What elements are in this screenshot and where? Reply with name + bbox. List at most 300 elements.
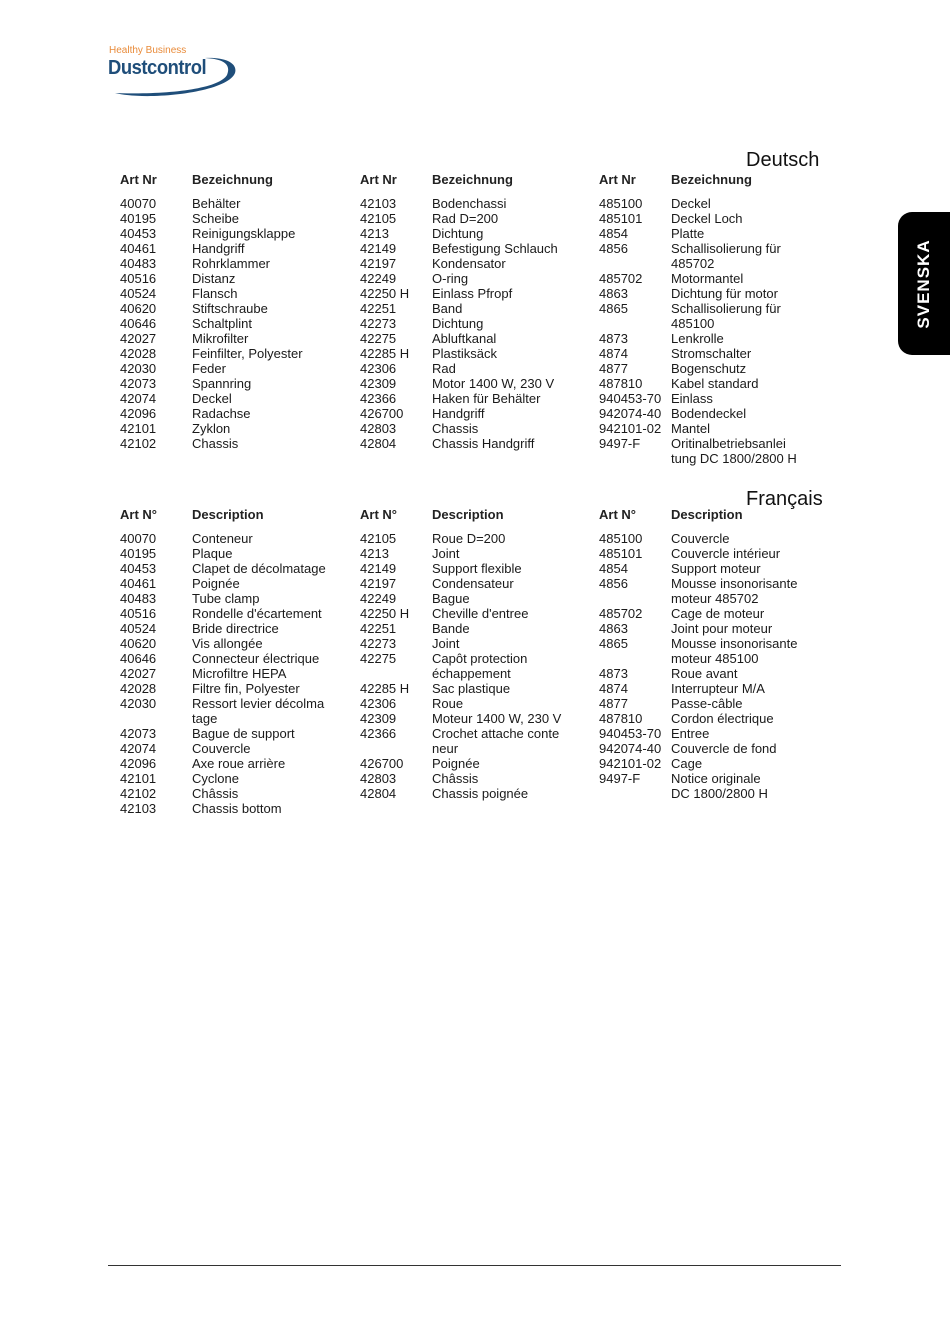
part-description-line: Stromschalter [671, 346, 752, 361]
part-row [120, 681, 355, 696]
part-art-number: 485100 [599, 531, 643, 546]
part-row [599, 576, 834, 606]
part-description-line: Crochet attache conte [432, 726, 560, 741]
part-description-line: Cyclone [192, 771, 239, 786]
part-art-number: 42804 [360, 786, 397, 801]
part-description [432, 301, 597, 316]
part-description-line: Zyklon [192, 421, 231, 436]
part-row [120, 301, 355, 316]
parts-column [360, 507, 595, 801]
column-header [120, 172, 355, 196]
part-row [599, 436, 834, 466]
part-description-line: Rad [432, 361, 456, 376]
part-description [671, 436, 836, 466]
part-art-number: 42803 [360, 771, 397, 786]
part-description [671, 621, 836, 636]
part-description-line: Bogenschutz [671, 361, 747, 376]
part-art-number: 42275 [360, 331, 397, 346]
part-description-line: Capôt protection [432, 651, 528, 666]
part-description [671, 636, 836, 666]
part-art-number: 42030 [120, 696, 157, 711]
part-row [360, 241, 595, 256]
part-art-number: 40516 [120, 606, 157, 621]
part-row [599, 636, 834, 666]
part-description-line: Rad D=200 [432, 211, 499, 226]
section-language-title: Deutsch [746, 149, 820, 171]
part-description-line: Poignée [192, 576, 240, 591]
part-description-line: Bodenchassi [432, 196, 507, 211]
part-row [360, 576, 595, 591]
part-art-number: 9497-F [599, 436, 641, 451]
part-row [360, 591, 595, 606]
part-art-number: 485100 [599, 196, 643, 211]
part-art-number: 40483 [120, 256, 157, 271]
part-description-line: DC 1800/2800 H [671, 786, 768, 801]
part-art-number: 42309 [360, 376, 397, 391]
part-row [360, 346, 595, 361]
part-row [120, 241, 355, 256]
part-description-line: Bague [432, 591, 470, 606]
part-row [360, 256, 595, 271]
part-art-number: 4213 [360, 546, 389, 561]
header-art-number: Art Nr [599, 172, 636, 187]
part-description-line: Couvercle intérieur [671, 546, 781, 561]
part-row [360, 436, 595, 451]
part-art-number: 42249 [360, 271, 397, 286]
part-description [432, 436, 597, 451]
part-description [671, 271, 836, 286]
part-art-number: 4213 [360, 226, 389, 241]
part-row [120, 286, 355, 301]
part-description-line: Support flexible [432, 561, 522, 576]
part-description [671, 391, 836, 406]
part-description-line: Ressort levier décolma [192, 696, 325, 711]
part-row [120, 316, 355, 331]
part-description-line: Filtre fin, Polyester [192, 681, 300, 696]
part-art-number: 4856 [599, 241, 628, 256]
footer-divider [108, 1265, 841, 1266]
part-row [599, 421, 834, 436]
part-row [599, 241, 834, 271]
part-description [192, 391, 357, 406]
part-description [671, 331, 836, 346]
part-art-number: 487810 [599, 376, 643, 391]
part-description-line: Bande [432, 621, 470, 636]
part-description [192, 406, 357, 421]
part-art-number: 42149 [360, 561, 397, 576]
part-description-line: Feinfilter, Polyester [192, 346, 303, 361]
part-description-line: Bodendeckel [671, 406, 747, 421]
part-description-line: Radachse [192, 406, 251, 421]
part-art-number: 40070 [120, 531, 157, 546]
header-art-number: Art N° [599, 507, 636, 522]
part-row [360, 756, 595, 771]
part-art-number: 42073 [120, 376, 157, 391]
part-description [432, 786, 597, 801]
part-row [599, 756, 834, 771]
part-art-number: 42103 [120, 801, 157, 816]
language-tab-label: SVENSKA [914, 238, 933, 329]
part-description-line: Plaque [192, 546, 233, 561]
part-art-number: 42275 [360, 651, 397, 666]
part-art-number: 485702 [599, 271, 643, 286]
part-row [360, 361, 595, 376]
part-row [120, 606, 355, 621]
part-description [671, 681, 836, 696]
part-row [120, 786, 355, 801]
part-row [360, 196, 595, 211]
part-art-number: 42803 [360, 421, 397, 436]
part-description [192, 666, 357, 681]
part-description [192, 211, 357, 226]
part-description-line: Einlass Pfropf [432, 286, 513, 301]
part-description [432, 606, 597, 621]
part-row [599, 196, 834, 211]
part-row [360, 546, 595, 561]
part-description [671, 211, 836, 226]
part-description [192, 376, 357, 391]
part-row [120, 621, 355, 636]
section-language-title: Français [746, 488, 823, 510]
part-art-number: 9497-F [599, 771, 641, 786]
part-row [599, 606, 834, 621]
part-row [599, 391, 834, 406]
part-row [360, 301, 595, 316]
part-description-line: Support moteur [671, 561, 761, 576]
part-description-line: Kabel standard [671, 376, 759, 391]
part-description [671, 696, 836, 711]
part-description-line: Mantel [671, 421, 711, 436]
part-art-number: 487810 [599, 711, 643, 726]
part-description-line: Chassis poignée [432, 786, 529, 801]
part-description-line: Tube clamp [192, 591, 260, 606]
part-art-number: 4877 [599, 361, 628, 376]
part-row [360, 391, 595, 406]
part-art-number: 426700 [360, 406, 404, 421]
part-row [120, 196, 355, 211]
header-description: Bezeichnung [192, 172, 273, 187]
part-description [671, 666, 836, 681]
part-description [432, 211, 597, 226]
part-art-number: 42074 [120, 391, 157, 406]
part-description-line: Joint [432, 546, 460, 561]
part-row [120, 771, 355, 786]
part-description [432, 711, 597, 726]
part-row [360, 316, 595, 331]
part-row [360, 331, 595, 346]
part-row [599, 271, 834, 286]
part-row [599, 211, 834, 226]
part-art-number: 942074-40 [599, 741, 662, 756]
part-row [599, 726, 834, 741]
part-row [120, 756, 355, 771]
part-row [599, 681, 834, 696]
part-row [599, 561, 834, 576]
part-art-number: 42105 [360, 211, 397, 226]
part-row [360, 771, 595, 786]
part-row [120, 726, 355, 741]
part-description-line: Couvercle [671, 531, 730, 546]
part-art-number: 40524 [120, 621, 157, 636]
part-art-number: 42197 [360, 256, 397, 271]
part-art-number: 485702 [599, 606, 643, 621]
part-row [120, 226, 355, 241]
part-art-number: 942101-02 [599, 756, 662, 771]
part-description-line: Dichtung [432, 316, 484, 331]
part-description-line: Plastiksäck [432, 346, 498, 361]
part-description-line: Roue D=200 [432, 531, 506, 546]
part-row [599, 621, 834, 636]
column-header [599, 172, 834, 196]
part-art-number: 4874 [599, 681, 628, 696]
part-description [192, 421, 357, 436]
part-row [360, 421, 595, 436]
part-description-line: Handgriff [192, 241, 245, 256]
part-row [120, 211, 355, 226]
part-art-number: 42250 H [360, 286, 410, 301]
part-art-number: 42074 [120, 741, 157, 756]
part-row [360, 786, 595, 801]
part-description [192, 331, 357, 346]
part-art-number: 4854 [599, 561, 628, 576]
part-description [192, 196, 357, 211]
part-art-number: 42309 [360, 711, 397, 726]
part-description [192, 786, 357, 801]
part-row [599, 346, 834, 361]
part-row [120, 331, 355, 346]
part-description-line: Kondensator [432, 256, 506, 271]
part-row [599, 376, 834, 391]
part-description-line: Microfiltre HEPA [192, 666, 287, 681]
part-art-number: 42028 [120, 346, 157, 361]
parts-column [120, 172, 355, 451]
part-art-number: 4856 [599, 576, 628, 591]
part-row [360, 376, 595, 391]
part-description-line: tage [192, 711, 218, 726]
part-description [432, 651, 597, 681]
part-description-line: Scheibe [192, 211, 239, 226]
part-row [599, 696, 834, 711]
part-description-line: Reinigungsklappe [192, 226, 296, 241]
header-art-number: Art N° [360, 507, 397, 522]
column-header [360, 172, 595, 196]
part-description [432, 361, 597, 376]
part-description-line: moteur 485100 [671, 651, 759, 666]
part-art-number: 42250 H [360, 606, 410, 621]
part-description [671, 606, 836, 621]
part-art-number: 4863 [599, 286, 628, 301]
part-description [192, 546, 357, 561]
part-description-line: Couvercle de fond [671, 741, 777, 756]
part-row [120, 576, 355, 591]
part-description-line: Chassis [432, 421, 479, 436]
part-description-line: Roue avant [671, 666, 738, 681]
part-row [360, 621, 595, 636]
part-description [671, 726, 836, 741]
part-description [192, 681, 357, 696]
part-art-number: 42102 [120, 786, 157, 801]
part-description-line: Mousse insonorisante [671, 636, 798, 651]
part-description-line: Platte [671, 226, 705, 241]
part-row [360, 726, 595, 756]
part-art-number: 42366 [360, 391, 397, 406]
part-description [432, 621, 597, 636]
part-description-line: Condensateur [432, 576, 514, 591]
part-description-line: Joint pour moteur [671, 621, 773, 636]
part-art-number: 42030 [120, 361, 157, 376]
part-art-number: 40195 [120, 546, 157, 561]
logo-tagline: Healthy Business [109, 45, 187, 56]
part-description [432, 696, 597, 711]
header-description: Bezeichnung [671, 172, 752, 187]
language-tab-svenska[interactable] [898, 212, 950, 355]
part-art-number: 40483 [120, 591, 157, 606]
part-description [192, 346, 357, 361]
part-description-line: Couvercle [192, 741, 251, 756]
part-description-line: Cheville d'entree [432, 606, 529, 621]
header-description: Description [432, 507, 504, 522]
part-art-number: 40070 [120, 196, 157, 211]
part-row [360, 211, 595, 226]
part-description [432, 681, 597, 696]
column-header [599, 507, 834, 531]
part-art-number: 42251 [360, 301, 397, 316]
part-description [192, 316, 357, 331]
part-art-number: 42027 [120, 331, 157, 346]
part-art-number: 4874 [599, 346, 628, 361]
part-description-line: Feder [192, 361, 226, 376]
part-description [432, 406, 597, 421]
part-description [192, 756, 357, 771]
part-art-number: 42096 [120, 406, 157, 421]
part-description [192, 256, 357, 271]
part-art-number: 42306 [360, 361, 397, 376]
part-description [671, 561, 836, 576]
dustcontrol-logo [107, 45, 242, 95]
part-art-number: 42285 H [360, 681, 410, 696]
part-description [192, 651, 357, 666]
part-art-number: 42273 [360, 316, 397, 331]
part-description-line: Châssis [192, 786, 239, 801]
part-description-line: Sac plastique [432, 681, 511, 696]
part-art-number: 485101 [599, 211, 643, 226]
part-description-line: Schallisolierung für [671, 241, 781, 256]
part-description [671, 406, 836, 421]
part-row [120, 436, 355, 451]
part-description [432, 271, 597, 286]
part-description-line: Bride directrice [192, 621, 279, 636]
part-description-line: Rondelle d'écartement [192, 606, 322, 621]
header-description: Description [192, 507, 264, 522]
part-description [192, 436, 357, 451]
part-art-number: 940453-70 [599, 391, 662, 406]
part-art-number: 42251 [360, 621, 397, 636]
part-description-line: Handgriff [432, 406, 485, 421]
part-art-number: 40461 [120, 241, 157, 256]
part-description [192, 636, 357, 651]
part-description [432, 756, 597, 771]
part-description [432, 316, 597, 331]
part-description-line: Behälter [192, 196, 241, 211]
part-art-number: 485101 [599, 546, 643, 561]
part-art-number: 40195 [120, 211, 157, 226]
part-description-line: Mikrofilter [192, 331, 249, 346]
part-description [192, 271, 357, 286]
part-art-number: 40646 [120, 316, 157, 331]
part-description-line: Schaltplint [192, 316, 252, 331]
part-description [192, 771, 357, 786]
part-row [599, 666, 834, 681]
part-description-line: Band [432, 301, 463, 316]
part-art-number: 40524 [120, 286, 157, 301]
part-art-number: 4865 [599, 636, 628, 651]
part-art-number: 42101 [120, 421, 157, 436]
part-art-number: 4873 [599, 666, 628, 681]
part-description [432, 591, 597, 606]
part-description-line: Einlass [671, 391, 713, 406]
part-description-line: Roue [432, 696, 464, 711]
part-description [432, 196, 597, 211]
part-art-number: 42249 [360, 591, 397, 606]
part-description-line: Bague de support [192, 726, 295, 741]
part-row [599, 331, 834, 346]
part-description [432, 421, 597, 436]
part-art-number: 426700 [360, 756, 404, 771]
part-row [599, 226, 834, 241]
part-row [599, 546, 834, 561]
part-description [192, 241, 357, 256]
part-description-line: Mousse insonorisante [671, 576, 798, 591]
part-description [432, 286, 597, 301]
part-row [599, 711, 834, 726]
part-row [120, 391, 355, 406]
header-description: Description [671, 507, 743, 522]
parts-column [599, 172, 834, 466]
part-art-number: 42103 [360, 196, 397, 211]
part-row [599, 406, 834, 421]
part-row [120, 256, 355, 271]
column-header [120, 507, 355, 531]
part-description [671, 421, 836, 436]
part-row [360, 271, 595, 286]
part-description-line: moteur 485702 [671, 591, 759, 606]
part-description [671, 361, 836, 376]
parts-column [360, 172, 595, 451]
part-row [120, 636, 355, 651]
part-art-number: 40646 [120, 651, 157, 666]
part-row [360, 651, 595, 681]
part-art-number: 42366 [360, 726, 397, 741]
part-art-number: 40620 [120, 301, 157, 316]
part-art-number: 42306 [360, 696, 397, 711]
parts-column [120, 507, 355, 816]
part-description-line: Axe roue arrière [192, 756, 286, 771]
part-description [671, 376, 836, 391]
part-description-line: Distanz [192, 271, 236, 286]
part-row [360, 606, 595, 621]
header-description: Bezeichnung [432, 172, 513, 187]
part-art-number: 42027 [120, 666, 157, 681]
part-description-line: Schallisolierung für [671, 301, 781, 316]
part-description [432, 771, 597, 786]
part-description [432, 331, 597, 346]
part-description [192, 741, 357, 756]
part-description-line: échappement [432, 666, 511, 681]
part-description-line: Deckel [671, 196, 711, 211]
part-row [599, 361, 834, 376]
part-row [120, 271, 355, 286]
part-description [432, 256, 597, 271]
